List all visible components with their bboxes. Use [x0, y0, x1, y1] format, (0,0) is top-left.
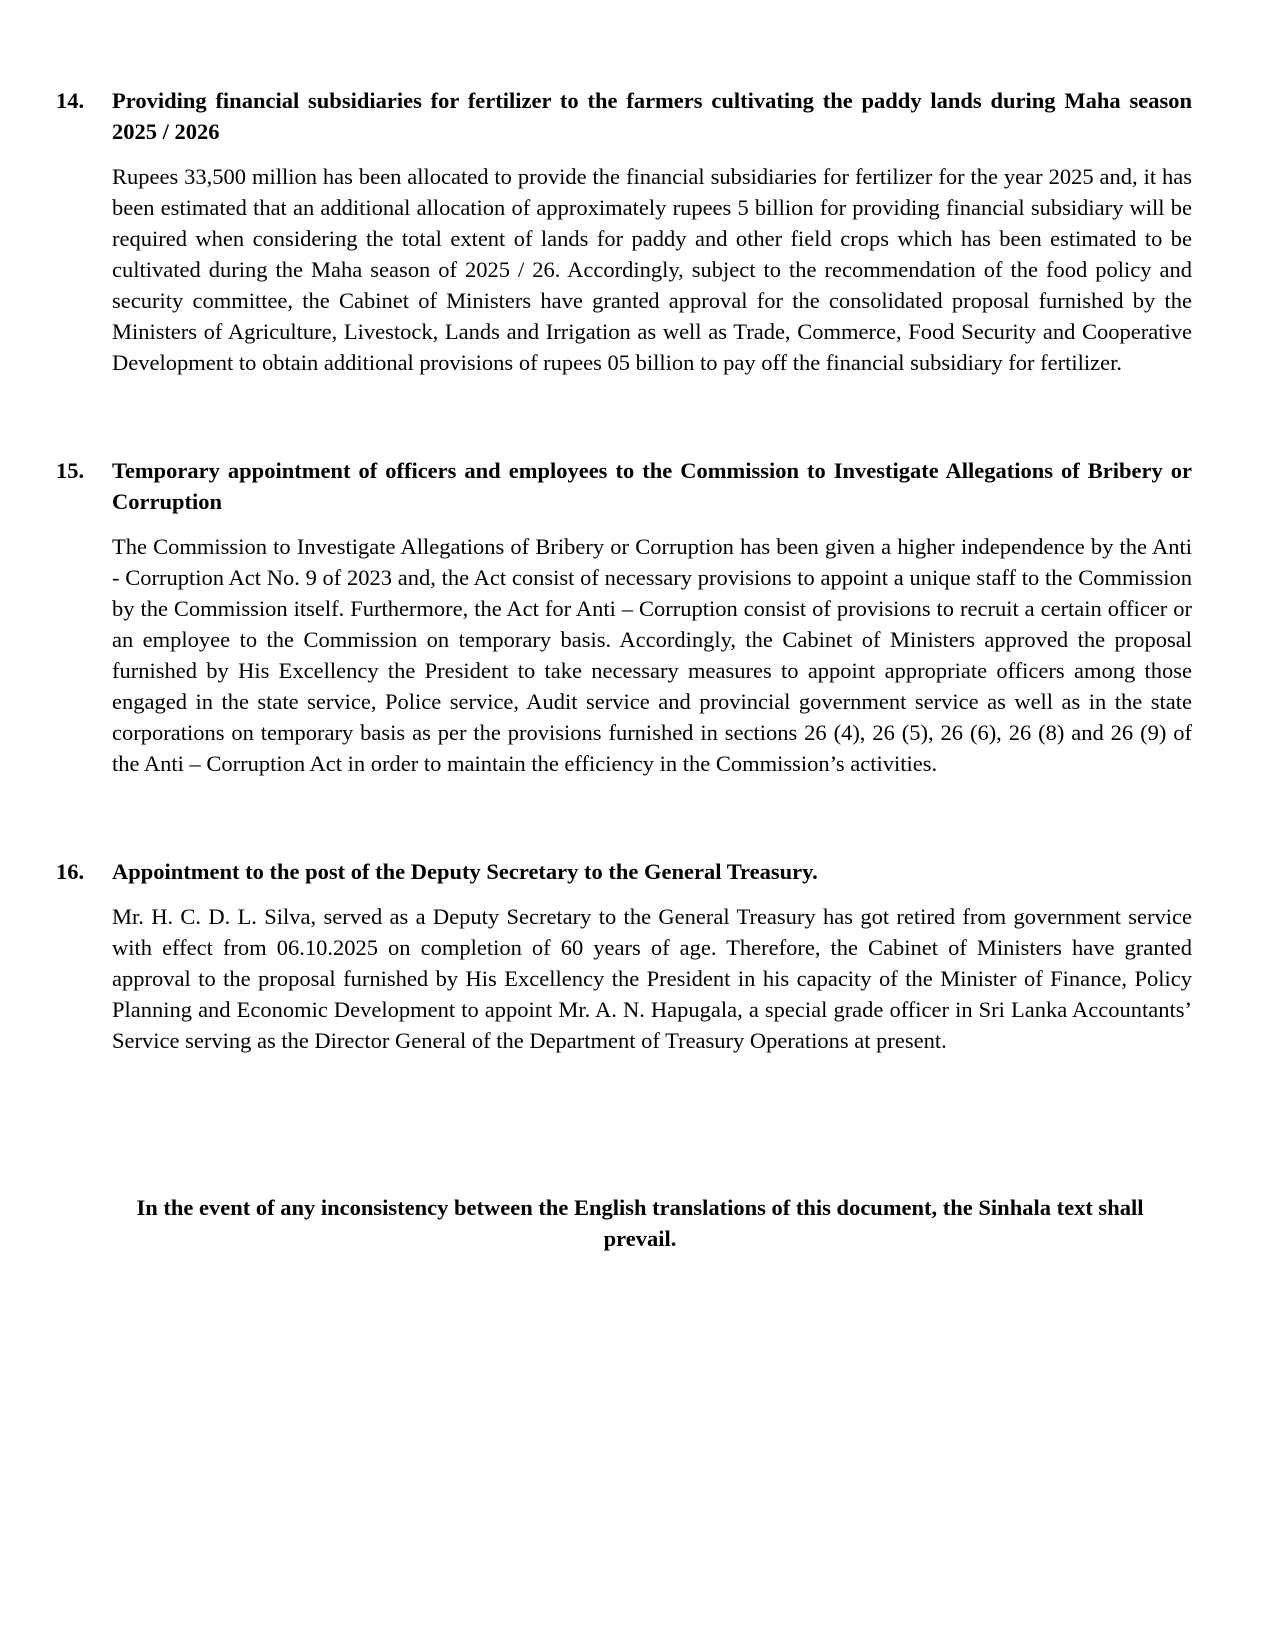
decision-item-16: [56, 856, 1192, 1056]
item-body: Mr. H. C. D. L. Silva, served as a Deputy Secretary to the General Treasury has got retired from government service with effect from 06.10.2025 on completion of 60 years of age. Therefore, the Cabinet of Ministers have granted approval to the proposal furnished by His Excellency the President in his capacity of the Minister of Finance, Policy Planning and Economic Development to appoint Mr. A. N. Hapugala, a special grade officer in Sri Lanka Accountants’ Service serving as the Director General of the Department of Treasury Operations at present.: [112, 904, 1192, 1053]
item-body: The Commission to Investigate Allegations of Bribery or Corruption has been given a higher independence by the Anti - Corruption Act No. 9 of 2023 and, the Act consist of necessary provisions to appoint a unique staff to the Commission by the Commission itself. Furthermore, the Act for Anti – Corruption consist of provisions to recruit a certain officer or an employee to the Commission on temporary basis. Accordingly, the Cabinet of Ministers approved the proposal furnished by His Excellency the President to take necessary measures to appoint appropriate officers among those engaged in the state service, Police service, Audit service and provincial government service as well as in the state corporations on temporary basis as per the provisions furnished in sections 26 (4), 26 (5), 26 (6), 26 (8) and 26 (9) of the Anti – Corruption Act in order to maintain the efficiency in the Commission’s activities.: [112, 534, 1192, 776]
item-number: 16.: [56, 859, 85, 884]
decision-item-14: [56, 85, 1192, 378]
translation-disclaimer: In the event of any inconsistency between the English translations of this document, the Sinhala text shall prevail.: [136, 1195, 1144, 1251]
item-title: Providing financial subsidiaries for fertilizer to the farmers cultivating the paddy lands during Maha season 2025 / 2026: [112, 88, 1192, 144]
item-number: 15.: [56, 458, 85, 483]
item-heading: [56, 85, 1192, 147]
decision-item-15: [56, 455, 1192, 779]
item-title: Appointment to the post of the Deputy Secretary to the General Treasury.: [112, 859, 818, 884]
item-body: Rupees 33,500 million has been allocated to provide the financial subsidiaries for fertilizer for the year 2025 and, it has been estimated that an additional allocation of approximately rupees 5 billion for providing financial subsidiary will be required when considering the total extent of lands for paddy and other field crops which has been estimated to be cultivated during the Maha season of 2025 / 26. Accordingly, subject to the recommendation of the food policy and security committee, the Cabinet of Ministers have granted approval for the consolidated proposal furnished by the Ministers of Agriculture, Livestock, Lands and Irrigation as well as Trade, Commerce, Food Security and Cooperative Development to obtain additional provisions of rupees 05 billion to pay off the financial subsidiary for fertilizer.: [112, 164, 1192, 375]
item-heading: [56, 455, 1192, 517]
item-heading: [56, 856, 1192, 887]
item-number: 14.: [56, 88, 85, 113]
item-title: Temporary appointment of officers and employees to the Commission to Investigate Allegations of Bribery or Corruption: [112, 458, 1192, 514]
